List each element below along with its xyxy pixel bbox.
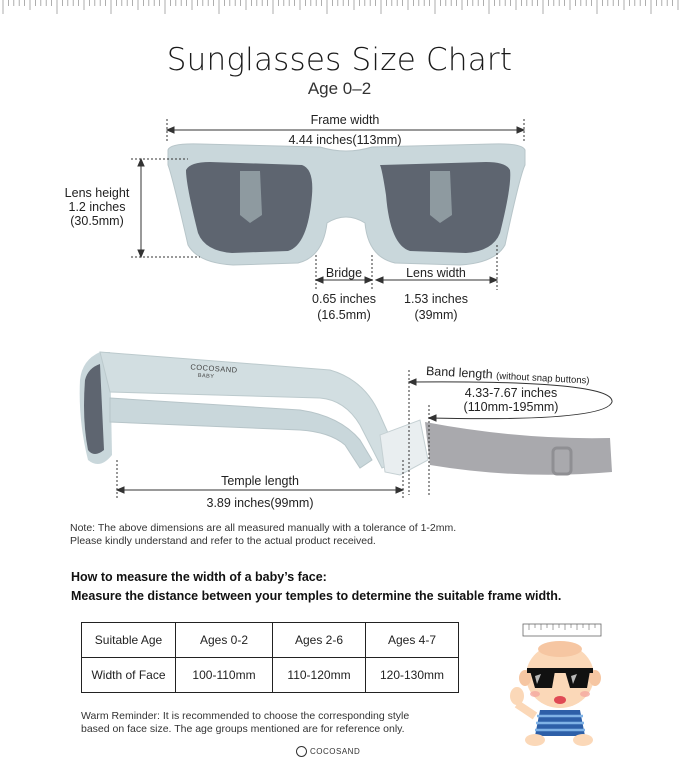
table-row [82,658,459,693]
logo-glasses-icon [296,746,307,757]
lens-height-label: Lens height [64,186,130,200]
bridge-label: Bridge [325,266,363,280]
band-length-inches: 4.33-7.67 inches [464,386,558,400]
product-brand-print: COCOSAND BABY [190,362,238,381]
lens-width-mm: (39mm) [414,308,458,322]
table-cell: 120-130mm [366,658,459,693]
table-header-cell: Ages 0-2 [176,623,273,658]
footer-logo: COCOSAND [296,746,360,757]
table-row [82,623,459,658]
temple-length-label: Temple length [221,474,299,488]
lens-height-inches: 1.2 inches [68,200,126,214]
band-length-label: Band length (without snap buttons) [425,364,590,387]
table-header-cell: Ages 4-7 [366,623,459,658]
sunglasses-front-image [168,144,525,265]
lens-width-inches: 1.53 inches [404,292,468,306]
table-cell: Width of Face [82,658,176,693]
lens-height-mm: (30.5mm) [70,214,124,228]
baby-illustration [505,616,605,750]
frame-width-value: 4.44 inches(113mm) [288,133,402,147]
table-cell: 100-110mm [176,658,273,693]
lens-width-label: Lens width [406,266,466,280]
ruler-strip [0,0,679,22]
page-subtitle: Age 0–2 [307,79,372,98]
size-table [81,622,459,693]
table-cell: 110-120mm [273,658,366,693]
how-to-measure: How to measure the width of a baby’s face: Measure the distance between your temples to determine the suitable frame width. [71,570,562,603]
table-header-cell: Ages 2-6 [273,623,366,658]
bridge-inches: 0.65 inches [312,292,376,306]
frame-width-label: Frame width [310,113,380,127]
temple-length-value: 3.89 inches(99mm) [206,496,314,510]
side-view-diagram [0,340,679,515]
table-header-cell: Suitable Age [82,623,176,658]
band-length-mm: (110mm-195mm) [463,400,559,414]
warm-reminder: Warm Reminder: It is recommended to choose the corresponding style based on face size. The age groups mentioned are for reference only. [81,710,410,735]
page-title: Sunglasses Size Chart [166,42,513,78]
bridge-mm: (16.5mm) [317,308,371,322]
measurement-note: Note: The above dimensions are all measured manually with a tolerance of 1-2mm. Please kindly understand and refer to the actual product received. [70,522,457,547]
